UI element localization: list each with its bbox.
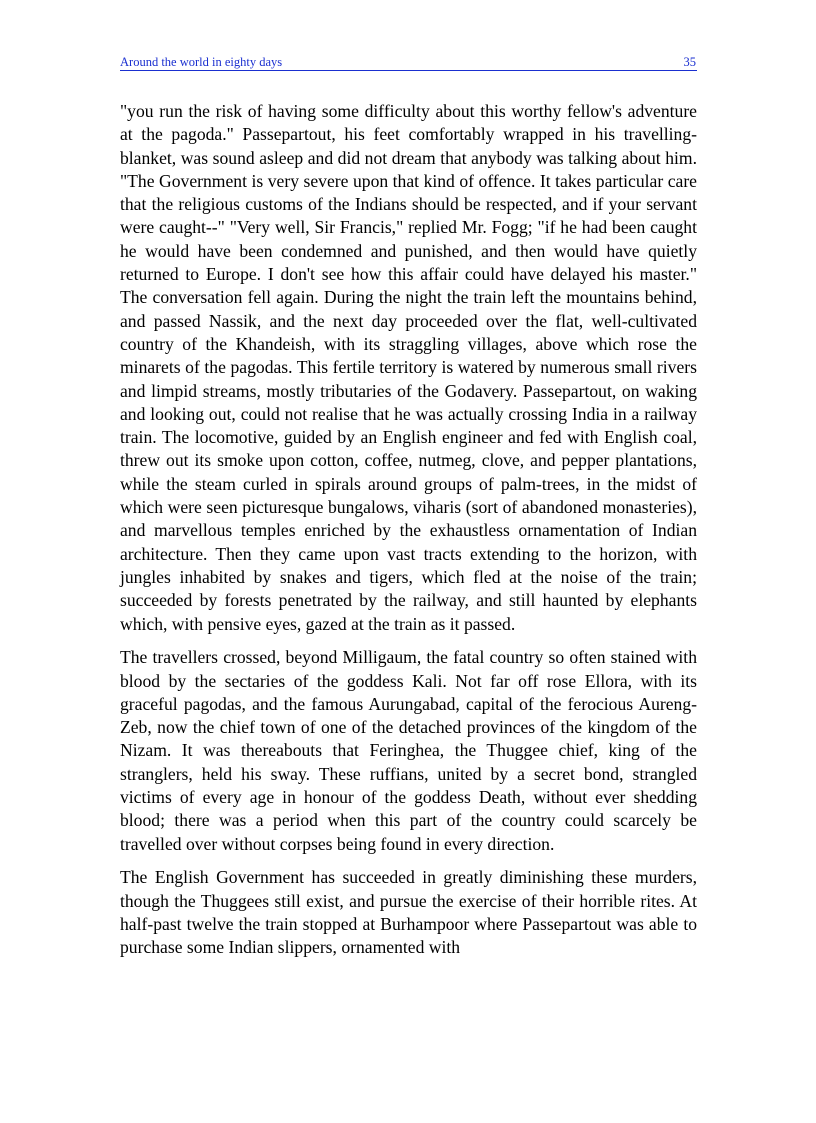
book-title-link[interactable]: Around the world in eighty days	[120, 55, 283, 69]
running-header	[120, 54, 697, 71]
paragraph: The travellers crossed, beyond Milligaum, the fatal country so often stained with blood by the sectaries of the goddess Kali. Not far off rose Ellora, with its graceful pagodas, and the famous Aurungabad, capital of the ferocious Aureng-Zeb, now the chief town of one of the detached provinces of the kingdom of the Nizam. It was thereabouts that Feringhea, the Thuggee chief, king of the stranglers, held his sway. These ruffians, united by a secret bond, strangled victims of every age in honour of the goddess Death, without ever shedding blood; there was a period when this part of the country could scarcely be travelled over without corpses being found in every direction.	[120, 647, 697, 854]
body-text	[120, 100, 697, 970]
page-number: 35	[683, 55, 696, 69]
paragraph: "you run the risk of having some difficulty about this worthy fellow's adventure at the pagoda." Passepartout, his feet comfortably wrapped in his travelling-blanket, was sound asleep and did not dream that anybody was talking about him. "The Government is very severe upon that kind of offence. It takes particular care that the religious customs of the Indians should be respected, and if your servant were caught--" "Very well, Sir Francis," replied Mr. Fogg; "if he had been caught he would have been condemned and punished, and then would have quietly returned to Europe. I don't see how this affair could have delayed his master." The conversation fell again. During the night the train left the mountains behind, and passed Nassik, and the next day proceeded over the flat, well-cultivated country of the Khandeish, with its straggling villages, above which rose the minarets of the pagodas. This fertile territory is watered by numerous small rivers and limpid streams, mostly tributaries of the Godavery. Passepartout, on waking and looking out, could not realise that he was actually crossing India in a railway train. The locomotive, guided by an English engineer and fed with English coal, threw out its smoke upon cotton, coffee, nutmeg, clove, and pepper plantations, while the steam curled in spirals around groups of palm-trees, in the midst of which were seen picturesque bungalows, viharis (sort of abandoned monasteries), and marvellous temples enriched by the exhaustless ornamentation of Indian architecture. Then they came upon vast tracts extending to the horizon, with jungles inhabited by snakes and tigers, which fled at the noise of the train; succeeded by forests penetrated by the railway, and still haunted by elephants which, with pensive eyes, gazed at the train as it passed.	[120, 101, 697, 634]
paragraph: The English Government has succeeded in greatly diminishing these murders, though the Thuggees still exist, and pursue the exercise of their horrible rites. At half-past twelve the train stopped at Burhampoor where Passepartout was able to purchase some Indian slippers, ornamented with	[120, 867, 697, 958]
